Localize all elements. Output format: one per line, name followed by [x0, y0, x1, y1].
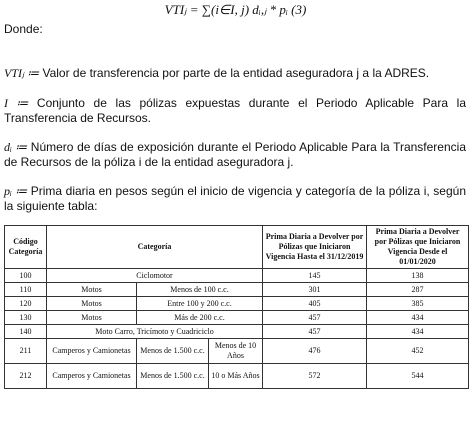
cell-codigo: 100: [5, 269, 47, 283]
cell-codigo: 110: [5, 283, 47, 297]
definition-symbol: pᵢ ≔: [4, 184, 28, 198]
definition-vti: [4, 66, 466, 81]
donde-label: Donde:: [4, 22, 43, 36]
cell-prima-2019: 572: [263, 364, 367, 389]
cell-categoria: Camperos y Camionetas: [47, 339, 137, 364]
header-prima-2019: Prima Diaria a Devolver por Pólizas que Iniciaron Vigencia Hasta el 31/12/2019: [263, 226, 367, 269]
cell-codigo: 212: [5, 364, 47, 389]
table-row: [5, 339, 469, 364]
cell-codigo: 211: [5, 339, 47, 364]
definition-d: [4, 140, 466, 170]
cell-prima-2020: 434: [367, 325, 469, 339]
cell-subcategoria: Menos de 1.500 c.c.: [137, 339, 209, 364]
cell-codigo: 120: [5, 297, 47, 311]
cell-prima-2020: 434: [367, 311, 469, 325]
cell-antiguedad: Menos de 10 Años: [209, 339, 263, 364]
cell-prima-2020: 287: [367, 283, 469, 297]
cell-prima-2020: 138: [367, 269, 469, 283]
definition-symbol: I ≔: [4, 96, 29, 110]
table-row: [5, 325, 469, 339]
cell-subcategoria: Menos de 100 c.c.: [137, 283, 263, 297]
table-row: [5, 297, 469, 311]
cell-prima-2019: 457: [263, 311, 367, 325]
cell-categoria: Motos: [47, 311, 137, 325]
cell-categoria: Moto Carro, Tricímoto y Cuadriciclo: [47, 325, 263, 339]
cell-subcategoria: Menos de 1.500 c.c.: [137, 364, 209, 389]
definition-text: Conjunto de las pólizas expuestas durante el Periodo Aplicable Para la Transferencia de Recursos.: [4, 96, 466, 125]
header-codigo: Código Categoría: [5, 226, 47, 269]
cell-categoria: Motos: [47, 283, 137, 297]
header-prima-2020: Prima Diaria a Devolver por Pólizas que Iniciaron Vigencia Desde el 01/01/2020: [367, 226, 469, 269]
definition-symbol: VTIⱼ ≔: [4, 66, 40, 80]
cell-prima-2019: 457: [263, 325, 367, 339]
cell-codigo: 130: [5, 311, 47, 325]
cell-categoria: Ciclomotor: [47, 269, 263, 283]
definition-p: [4, 184, 466, 214]
cell-prima-2019: 476: [263, 339, 367, 364]
cell-prima-2019: 405: [263, 297, 367, 311]
cell-codigo: 140: [5, 325, 47, 339]
definition-i: [4, 96, 466, 126]
table-row: [5, 283, 469, 297]
definition-text: Prima diaria en pesos según el inicio de vigencia y categoría de la póliza i, según la siguiente tabla:: [4, 184, 467, 213]
cell-subcategoria: Más de 200 c.c.: [137, 311, 263, 325]
cell-prima-2019: 145: [263, 269, 367, 283]
definition-text: Número de días de exposición durante el Periodo Aplicable Para la Transferencia de Recursos de la póliza i de la entidad aseguradora j.: [4, 140, 466, 169]
cell-categoria: Motos: [47, 297, 137, 311]
table-row: [5, 311, 469, 325]
cell-prima-2019: 301: [263, 283, 367, 297]
cell-prima-2020: 385: [367, 297, 469, 311]
header-categoria: Categoría: [47, 226, 263, 269]
definition-symbol: dᵢ ≔: [4, 140, 28, 154]
cell-prima-2020: 452: [367, 339, 469, 364]
table-row: [5, 364, 469, 389]
cell-categoria: Camperos y Camionetas: [47, 364, 137, 389]
cell-subcategoria: Entre 100 y 200 c.c.: [137, 297, 263, 311]
cell-prima-2020: 544: [367, 364, 469, 389]
table-header-row: [5, 226, 469, 269]
table-row: [5, 269, 469, 283]
prima-table: [4, 225, 469, 389]
definition-text: Valor de transferencia por parte de la entidad aseguradora j a la ADRES.: [42, 66, 430, 80]
cell-antiguedad: 10 o Más Años: [209, 364, 263, 389]
formula: VTIⱼ = ∑(i∈I, j) dᵢ,ⱼ * pᵢ (3): [164, 2, 307, 17]
